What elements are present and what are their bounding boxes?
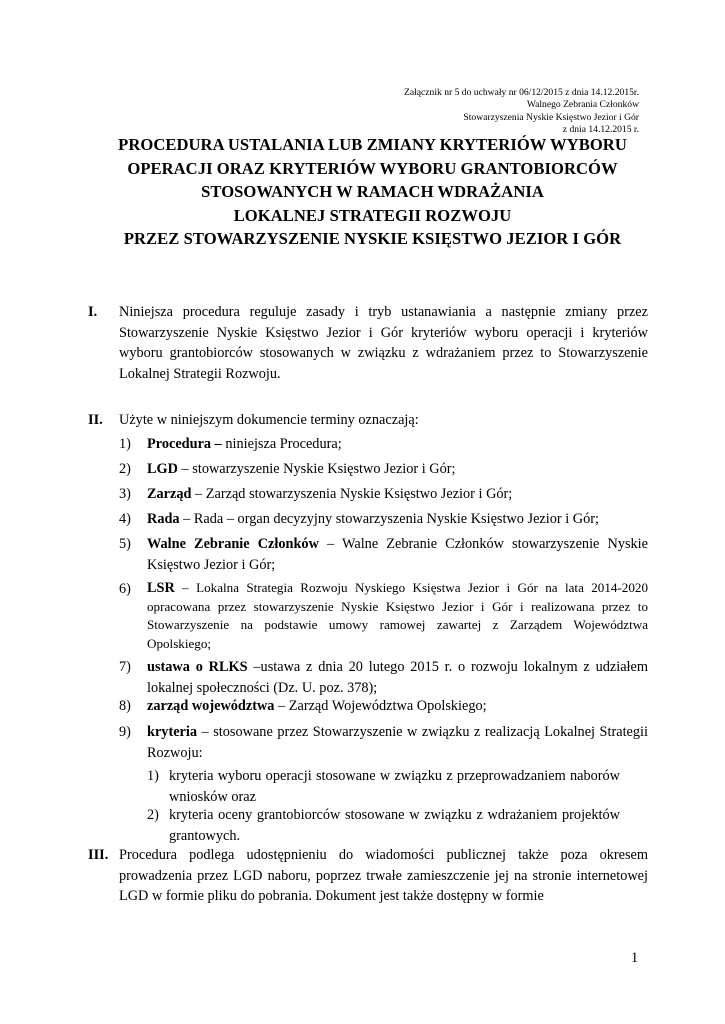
item-number: 7) bbox=[119, 659, 131, 675]
attachment-note bbox=[404, 87, 639, 137]
item-term: ustawa o RLKS bbox=[147, 659, 248, 675]
attachment-note-line: Walnego Zebrania Członków bbox=[526, 99, 639, 111]
item-definition: – Zarząd Województwa Opolskiego; bbox=[274, 698, 487, 714]
title-line: OPERACJI ORAZ KRYTERIÓW WYBORU GRANTOBIORCÓW bbox=[127, 158, 618, 178]
section-number: II. bbox=[88, 412, 103, 428]
item-term: Procedura – bbox=[147, 436, 222, 452]
subitem-number: 2) bbox=[147, 807, 159, 823]
item-definition: – stosowane przez Stowarzyszenie w związku z realizacją Lokalnej Strategii Rozwoju: bbox=[147, 724, 648, 761]
section-text: Niniejsza procedura reguluje zasady i tryb ustanawiania a następnie zmiany przez Stowarzyszenie Nyskie Księstwo Jezior i Gór kryteriów wyboru operacji i kryteriów wyboru grantobiorców stosowanych w związku z wdrażaniem przez to Stowarzyszenie Lokalnej Strategii Rozwoju. bbox=[119, 304, 648, 382]
item-term: zarząd województwa bbox=[147, 698, 275, 714]
item-term: LGD bbox=[147, 461, 178, 477]
item-number: 4) bbox=[119, 511, 131, 527]
item-term: kryteria bbox=[147, 724, 198, 740]
item-definition: – Zarząd stowarzyszenia Nyskie Księstwo Jezior i Gór; bbox=[191, 486, 513, 502]
item-number: 8) bbox=[119, 698, 131, 714]
item-definition: niniejsza Procedura; bbox=[221, 436, 342, 452]
item-definition: – Lokalna Strategia Rozwoju Nyskiego Księstwa Jezior i Gór na lata 2014-2020 opracowana przez stowarzyszenie Nyskie Księstwo Jezior i Gór i realizowana przez to Stowarzyszenie na podstawie umowy ramowej zawartej z Zarządem Województwa Opolskiego; bbox=[147, 580, 648, 651]
item-definition: – stowarzyszenie Nyskie Księstwo Jezior i Gór; bbox=[177, 461, 456, 477]
item-number: 1) bbox=[119, 436, 131, 452]
item-number: 9) bbox=[119, 724, 131, 740]
item-number: 6) bbox=[119, 581, 131, 597]
attachment-note-line: Załącznik nr 5 do uchwały nr 06/12/2015 z dnia 14.12.2015r. bbox=[404, 87, 639, 98]
attachment-note-line: Stowarzyszenia Nyskie Księstwo Jezior i Gór bbox=[463, 111, 639, 123]
page-number: 1 bbox=[631, 950, 639, 966]
subitem-text: kryteria oceny grantobiorców stosowane w związku z wdrażaniem projektów grantowych. bbox=[169, 807, 620, 844]
item-term: Walne Zebranie Członków bbox=[147, 536, 319, 552]
attachment-note-line: z dnia 14.12.2015 r. bbox=[562, 124, 639, 136]
section-number: I. bbox=[88, 304, 98, 320]
document-title bbox=[60, 133, 685, 251]
title-line: LOKALNEJ STRATEGII ROZWOJU bbox=[233, 205, 512, 225]
item-definition: –ustawa z dnia 20 lutego 2015 r. o rozwoju lokalnym z udziałem lokalnej społeczności (Dz. U. poz. 378); bbox=[147, 659, 648, 696]
section-text: Procedura podlega udostępnieniu do wiadomości publicznej także poza okresem prowadzenia przez LGD naboru, poprzez trwałe zamieszczenie jej na stronie internetowej LGD w formie pliku do pobrania. Dokument jest także dostępny w formie bbox=[119, 847, 648, 905]
item-term: Rada bbox=[147, 511, 180, 527]
item-number: 5) bbox=[119, 536, 131, 552]
section-number: III. bbox=[88, 847, 109, 863]
title-line: PROCEDURA USTALANIA LUB ZMIANY KRYTERIÓW WYBORU bbox=[118, 135, 627, 154]
item-term: Zarząd bbox=[147, 486, 192, 502]
item-term: LSR bbox=[147, 580, 175, 596]
item-definition: – Rada – organ decyzyjny stowarzyszenia Nyskie Księstwo Jezior i Gór; bbox=[179, 511, 599, 527]
title-line: PRZEZ STOWARZYSZENIE NYSKIE KSIĘSTWO JEZIOR I GÓR bbox=[123, 229, 622, 249]
item-definition: – Walne Zebranie Członków stowarzyszenie Nyskie Księstwo Jezior i Gór; bbox=[147, 536, 648, 573]
subitem-text: kryteria wyboru operacji stosowane w związku z przeprowadzaniem naborów wniosków oraz bbox=[169, 768, 620, 805]
item-number: 2) bbox=[119, 461, 131, 477]
subitem-number: 1) bbox=[147, 768, 159, 784]
item-number: 3) bbox=[119, 486, 131, 502]
title-line: STOSOWANYCH W RAMACH WDRAŻANIA bbox=[201, 182, 544, 202]
section-intro: Użyte w niniejszym dokumencie terminy oznaczają: bbox=[119, 412, 419, 428]
